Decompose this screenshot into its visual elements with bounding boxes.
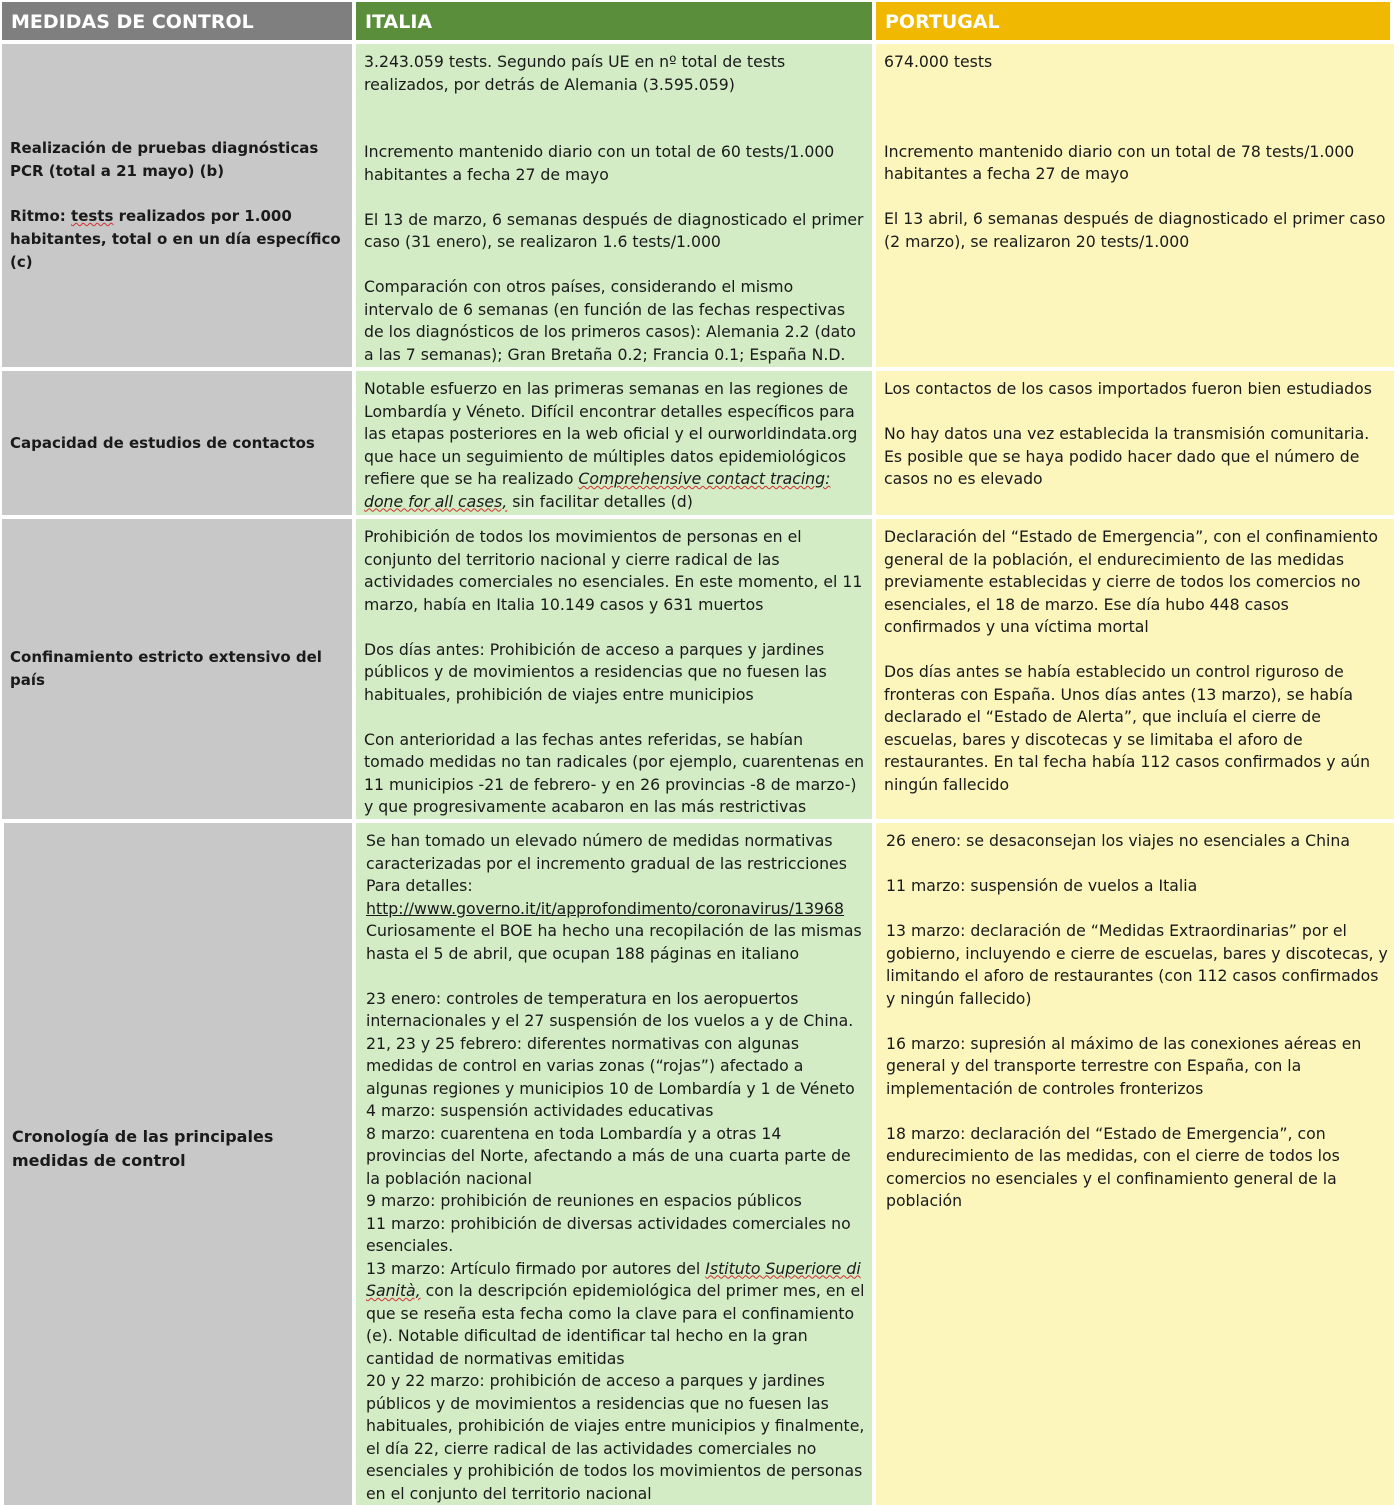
italy-chron-item: 9 marzo: prohibición de reuniones en espacios públicos [366,1191,802,1210]
label-pcr-line1: Realización de pruebas diagnósticas PCR (total a 21 mayo) (b) [10,139,319,180]
label-contacts [2,371,352,515]
header-italy: ITALIA [356,2,872,40]
italy-tests-p2: Incremento mantenido diario con un total de 60 tests/1.000 habitantes a fecha 27 de mayo [364,142,835,184]
italy-13-post: con la descripción epidemiológica del primer mes, en el que se reseña esta fecha como la clave para el confinamiento (e). Notable dificultad de identificar tal hecho en la gran cantidad de normativas emitidas [366,1281,865,1368]
label-chronology-text: Cronología de las principales medidas de control [12,1127,274,1170]
portugal-tests-p1: 674.000 tests [884,52,993,71]
italy-contacts-italic: Comprehensive contact tracing: done for all cases, [364,469,831,511]
portugal-chron-item: 16 marzo: supresión al máximo de las conexiones aéreas en general y del transporte terrestre con España, con la implementación de controles fronterizos [886,1033,1362,1098]
italy-contacts-main: Notable esfuerzo en las primeras semanas en las regiones de Lombardía y Véneto. Difícil encontrar detalles específicos para las etapas posteriores en la web oficial y el ourworldindata.org que hace un seguimiento de múltiples datos epidemiológicos refiere que se ha realizado [364,379,858,488]
header-measures: MEDIDAS DE CONTROL [2,2,352,40]
italy-13-pre: 13 marzo: Artículo firmado por autores del [366,1258,706,1278]
italy-lockdown-p3: Con anterioridad a las fechas antes referidas, se habían tomado medidas no tan radicales (por ejemplo, cuarentenas en 11 municipios -21 de febrero- y en 26 provincias -8 de marzo-) y que progresivamente acabaron en las más restrictivas [364,729,865,816]
portugal-contacts-cell [876,371,1394,515]
italy-chron-item-20: 20 y 22 marzo: prohibición de acceso a parques y jardines públicos y de movimientos a residencias que no fuesen las habituales, prohibición de viajes entre municipios y finalmente, el día 22, cierre radical de las actividades comerciales no esenciales y prohibición de todos los movimientos de personas en el conjunto del territorio nacional [366,1371,865,1503]
portugal-contacts-p2: No hay datos una vez establecida la transmisión comunitaria. Es posible que se haya podido hacer dado que el número de casos no es elevado [884,424,1370,488]
italy-chron-boe: Curiosamente el BOE ha hecho una recopilación de las mismas hasta el 5 de abril, que ocupan 188 páginas en italiano [366,921,862,963]
portugal-chron-item: 11 marzo: suspensión de vuelos a Italia [886,876,1198,895]
italy-chron-details: Para detalles: [366,876,473,895]
label-contacts-text: Capacidad de estudios de contactos [10,433,315,452]
italy-chron-intro: Se han tomado un elevado número de medidas normativas caracterizadas por el incremento gradual de las restricciones [366,831,847,873]
portugal-chron-item: 18 marzo: declaración del “Estado de Emergencia”, con endurecimiento de las medidas, con el cierre de todos los comercios no esenciales y el confinamiento general de la población [886,1123,1340,1210]
portugal-tests-p2: Incremento mantenido diario con un total de 78 tests/1.000 habitantes a fecha 27 de mayo [884,141,1355,183]
portugal-lockdown-p2: Dos días antes se había establecido un control riguroso de fronteras con España. Unos días antes (13 marzo), se había declarado el “Estado de Alerta”, que incluía el cierre de escuelas, bares y discotecas y se limitaba el aforo de restaurantes. En tal fecha había 112 casos confirmados y aún ningún fallecido [884,662,1371,794]
label-lockdown [2,519,352,819]
italy-chronology-cell [356,823,872,1505]
label-pcr-tests [2,44,352,367]
italy-chron-item: 11 marzo: prohibición de diversas actividades comerciales no esenciales. [366,1213,851,1255]
label-pcr-word: tests [71,207,114,225]
italy-lockdown-p1: Prohibición de todos los movimientos de personas en el conjunto del territorio nacional y cierre radical de las actividades comerciales no esenciales. En este momento, el 11 marzo, había en Italia 10.149 casos y 631 muertos [364,527,863,614]
italy-chron-item: 8 marzo: cuarentena en toda Lombardía y a otras 14 provincias del Norte, afectando a más de una cuarta parte de la población nacional [366,1123,851,1188]
label-pcr-pre: Ritmo: [10,207,72,225]
italy-chron-item-13 [366,1258,866,1371]
label-lockdown-text: Confinamiento estricto extensivo del país [10,648,322,689]
portugal-lockdown-p1: Declaración del “Estado de Emergencia”, con el confinamiento general de la población, el endurecimiento de las medidas previamente establecidas y cierre de todos los comercios no esenciales, el 18 de marzo. Ese día hubo 448 casos confirmados y una víctima mortal [884,527,1378,636]
label-pcr-post: realizados por 1.000 habitantes, total o en un día específico (c) [10,207,341,271]
italy-tests-p4: Comparación con otros países, considerando el mismo intervalo de 6 semanas (en función de las fechas respectivas de los diagnósticos de los primeros casos): Alemania 2.2 (dato a las 7 semanas); Gran Bretaña 0.2; Francia 0.1; España N.D. [364,277,856,364]
italy-tests-p1: 3.243.059 tests. Segundo país UE en nº total de tests realizados, por detrás de Alemania (3.595.059) [364,52,786,94]
italy-tests-p3: El 13 de marzo, 6 semanas después de diagnosticado el primer caso (31 enero), se realizaron 1.6 tests/1.000 [364,209,864,251]
italy-lockdown-cell [356,519,872,819]
portugal-tests-p3: El 13 abril, 6 semanas después de diagnosticado el primer caso (2 marzo), se realizaron 20 tests/1.000 [884,209,1386,251]
label-chronology [4,823,352,1505]
italy-tests-cell [356,44,872,367]
portugal-chron-item: 13 marzo: declaración de “Medidas Extraordinarias” por el gobierno, incluyendo e cierre de escuelas, bares y discotecas, y limitando el aforo de restaurantes (con 112 casos confirmados y ningún fallecido) [886,921,1388,1008]
italy-13-italic: Istituto Superiore di Sanità, [366,1258,861,1300]
portugal-chron-item: 26 enero: se desaconsejan los viajes no esenciales a China [886,831,1350,850]
portugal-chronology-cell [876,823,1394,1505]
portugal-contacts-p1: Los contactos de los casos importados fueron bien estudiados [884,379,1372,398]
italy-chron-item: 23 enero: controles de temperatura en los aeropuertos internacionales y el 27 suspensión de los vuelos a y de China. [366,988,854,1030]
italy-contacts-text [364,378,866,513]
italy-contacts-tail: sin facilitar detalles (d) [507,491,693,511]
italy-lockdown-p2: Dos días antes: Prohibición de acceso a parques y jardines públicos y de movimientos a residencias que no fuesen las habituales, prohibición de viajes entre municipios [364,639,827,704]
label-pcr-line2 [10,205,346,274]
portugal-tests-cell [876,44,1394,367]
italy-chron-item: 21, 23 y 25 febrero: diferentes normativas con algunas medidas de control en varias zonas (“rojas”) afectado a algunas regiones y municipios 10 de Lombardía y 1 de Véneto [366,1033,855,1098]
italy-contacts-cell [356,371,872,515]
italy-chron-link[interactable]: http://www.governo.it/it/approfondimento/coronavirus/13968 [366,898,844,918]
header-portugal: PORTUGAL [876,2,1390,40]
portugal-lockdown-cell [876,519,1394,819]
italy-chron-item: 4 marzo: suspensión actividades educativas [366,1101,714,1120]
